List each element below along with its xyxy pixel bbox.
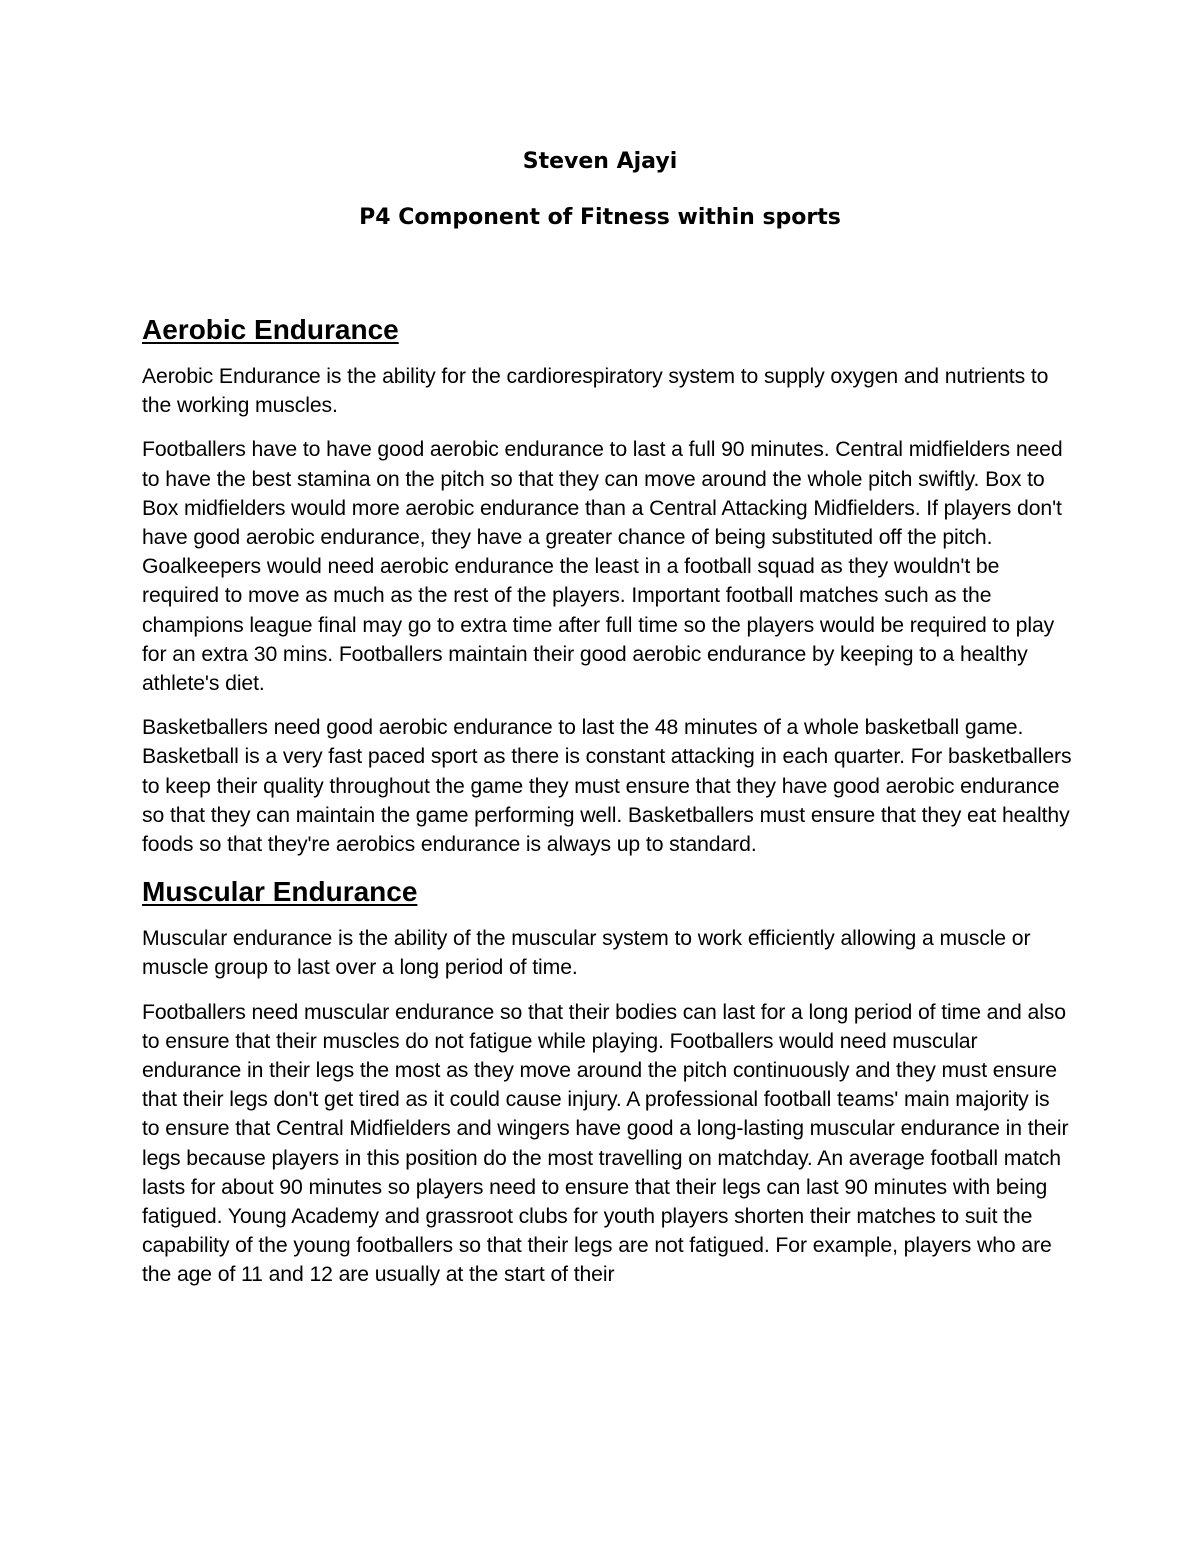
paragraph: Aerobic Endurance is the ability for the cardiorespiratory system to supply oxygen and nutrients to the working muscles. — [142, 365, 1049, 418]
section-aerobic-endurance — [142, 310, 1072, 859]
paragraph: Footballers have to have good aerobic endurance to last a full 90 minutes. Central midfielders need to have the best stamina on the pitch so that they can move around the whole pitch swiftly. Box to Box midfielders would more aerobic endurance than a Central Attacking Midfielders. If players don't have good aerobic endurance, they have a greater chance of being substituted off the pitch. Goalkeepers would need aerobic endurance the least in a football squad as they wouldn't be required to move as much as the rest of the players. Important football matches such as the champions league final may go to extra time after full time so the players would be required to play for an extra 30 mins. Footballers maintain their good aerobic endurance by keeping to a healthy athlete's diet. — [142, 438, 1063, 696]
paragraph: Muscular endurance is the ability of the muscular system to work efficiently allowing a muscle or muscle group to last over a long period of time. — [142, 927, 1031, 980]
section-heading: Aerobic Endurance — [142, 314, 399, 345]
author-name: Steven Ajayi — [522, 149, 678, 174]
document-body — [142, 310, 1072, 1305]
document-title: P4 Component of Fitness within sports — [359, 205, 841, 230]
paragraph: Basketballers need good aerobic endurance to last the 48 minutes of a whole basketball game. Basketball is a very fast paced sport as there is constant attacking in each quarter. For basketballers to keep their quality throughout the game they must ensure that they have good aerobic endurance so that they can maintain the game performing well. Basketballers must ensure that they eat healthy foods so that they're aerobics endurance is always up to standard. — [142, 716, 1072, 857]
section-heading: Muscular Endurance — [142, 876, 418, 908]
document-header — [0, 142, 1200, 238]
section-muscular-endurance — [142, 872, 1072, 1289]
paragraph: Footballers need muscular endurance so that their bodies can last for a long period of time and also to ensure that their muscles do not fatigue while playing. Footballers would need muscular endurance in their legs the most as they move around the pitch continuously and they must ensure that their legs don't get tired as it could cause injury. A professional football teams' main majority is to ensure that Central Midfielders and wingers have good a long-lasting muscular endurance in their legs because players in this position do the most travelling on matchday. An average football match lasts for about 90 minutes so players need to ensure that their legs can last 90 minutes with being fatigued. Young Academy and grassroot clubs for youth players shorten their matches to suit the capability of the young footballers so that their legs are not fatigued. For example, players who are the age of 11 and 12 are usually at the start of their — [142, 1000, 1069, 1287]
